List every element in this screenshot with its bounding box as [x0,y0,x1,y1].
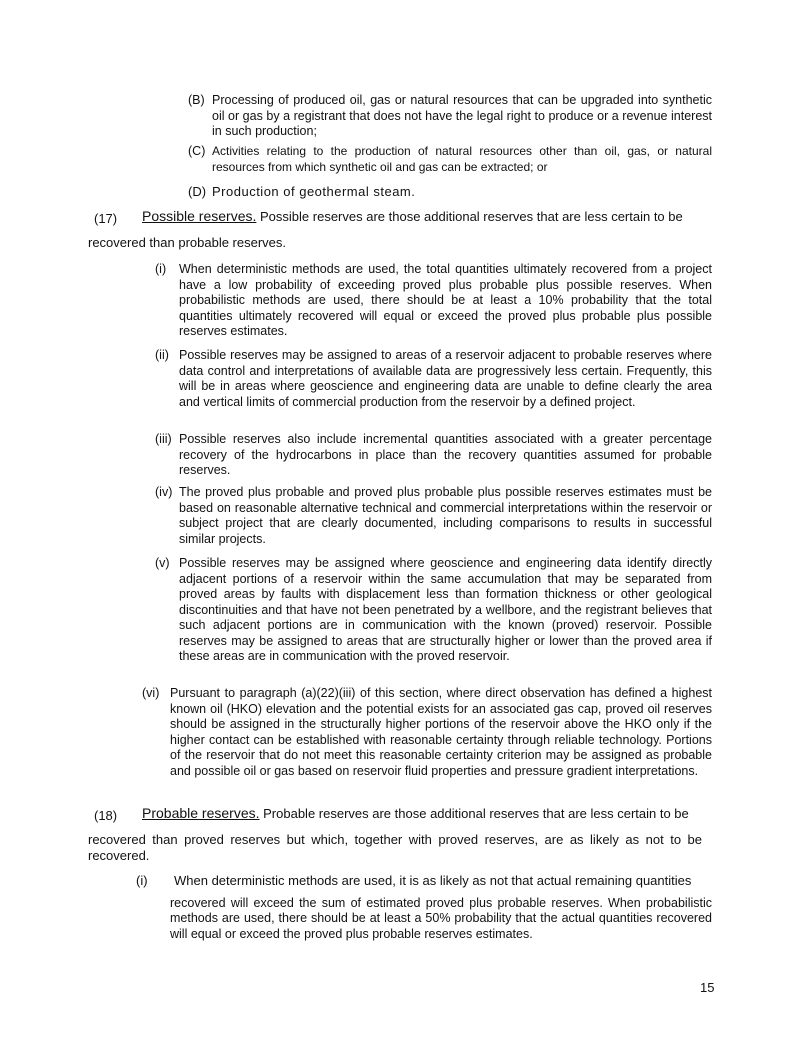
paragraph-number: (18) [94,808,118,823]
paragraph-line: recovered than probable reserves. [88,235,287,250]
paragraph-heading: Possible reserves. [142,208,257,224]
list-label: (iv) [155,485,173,499]
list-item-b [188,93,712,140]
list-item-17-v [155,556,712,665]
paragraph-line: recovered than proved reserves but which, together with proved reserves, are as likely as not to be recovered. [88,832,702,863]
list-label: (C) [188,144,206,158]
list-item-17-iii [155,432,712,479]
list-label: (i) [155,262,167,276]
list-item-c [188,144,712,175]
paragraph-18 [88,806,710,863]
list-text: recovered will exceed the sum of estimated proved plus probable reserves. When probabilistic methods are used, there should be at least a 50% probability that the actual quantities recovered will equal or exceed the proved plus probable reserves estimates. [170,895,712,941]
paragraph-17 [88,209,710,251]
list-label: (iii) [155,432,172,446]
paragraph-line: Probable reserves are those additional reserves that are less certain to be [263,806,689,821]
list-text: Production of geothermal steam. [212,184,416,199]
list-label: (i) [136,873,148,888]
list-item-18-i [136,873,712,942]
page-number: 15 [700,980,715,995]
list-item-17-iv [155,485,712,547]
list-item-d [188,184,712,200]
list-label: (B) [188,93,205,107]
list-text: Possible reserves may be assigned to areas of a reservoir adjacent to probable reserves where data control and interpretations of available data are progressively less certain. Frequently, this will be in areas where geoscience and engineering data are unable to define clearly the area and vertical limits of commercial production from the reservoir by a defined project. [179,348,712,409]
list-label: (v) [155,556,170,570]
list-label: (ii) [155,348,169,362]
paragraph-number: (17) [94,211,118,226]
list-item-17-vi [142,686,712,779]
list-text: Pursuant to paragraph (a)(22)(iii) of this section, where direct observation has defined a highest known oil (HKO) elevation and the potential exists for an associated gas cap, proved oil reserves should be assigned in the structurally higher portions of the reservoir above the HKO only if the higher contact can be established with reasonable certainty through reliable technology. Portions of the reservoir that do not meet this reasonable certainty criterion may be assigned as probable and possible oil or gas based on reservoir fluid properties and pressure gradient interpretations. [170,686,712,778]
list-text: Possible reserves also include incremental quantities associated with a greater percentage recovery of the hydrocarbons in place than the recovery quantities assumed for probable reserves. [179,432,712,477]
list-text: When deterministic methods are used, the total quantities ultimately recovered from a project have a low probability of exceeding proved plus probable plus possible reserves. When probabilistic methods are used, there should be at least a 10% probability that the total quantities ultimately recovered will equal or exceed the proved plus probable plus possible reserves estimates. [179,262,712,338]
paragraph-heading: Probable reserves. [142,805,260,821]
list-label: (D) [188,184,207,199]
list-text: Processing of produced oil, gas or natural resources that can be upgraded into synthetic oil or gas by a registrant that does not have the legal right to produce or a revenue interest in such production; [212,93,712,138]
list-item-17-ii [155,348,712,410]
list-first-line: When deterministic methods are used, it is as likely as not that actual remaining quantities [174,873,692,888]
list-item-17-i [155,262,712,340]
list-text: The proved plus probable and proved plus probable plus possible reserves estimates must be based on reasonable alternative technical and commercial interpretations within the reservoir or subject project that are clearly documented, including comparisons to results in successful similar projects. [179,485,712,546]
list-label: (vi) [142,686,160,700]
list-text: Activities relating to the production of natural resources other than oil, gas, or natural resources from which synthetic oil and gas can be extracted; or [212,144,712,174]
list-text: Possible reserves may be assigned where geoscience and engineering data identify directly adjacent portions of a reservoir within the same accumulation that may be separated from proved areas by faults with displacement less than formation thickness or other geological discontinuities and that have not been penetrated by a wellbore, and the registrant believes that such adjacent portions are in communication with the known (proved) reservoir. Possible reserves may be assigned to areas that are structurally higher or lower than the proved area if these areas are in communication with the proved reservoir. [179,556,712,663]
paragraph-line: Possible reserves are those additional reserves that are less certain to be [260,209,683,224]
